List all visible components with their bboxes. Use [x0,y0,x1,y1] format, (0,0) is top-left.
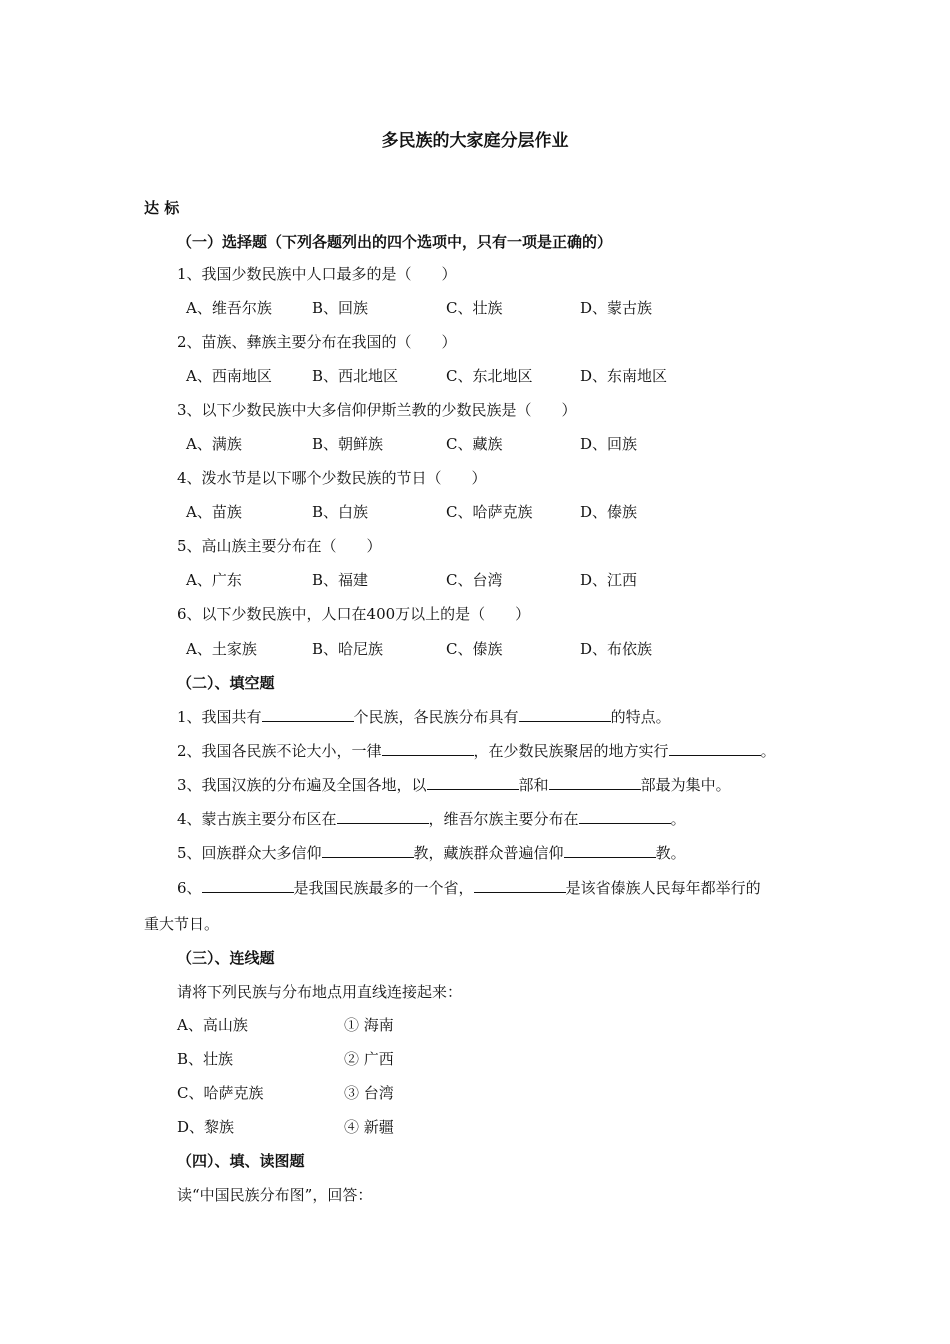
fill-item-5 [177,843,686,863]
match-left-c[interactable]: C、哈萨克族 [177,1084,264,1102]
q2-option-b: B、西北地区 [312,367,399,385]
question-4: 4、泼水节是以下哪个少数民族的节日（ ） [177,469,487,487]
match-right-2[interactable]: ② 广西 [344,1050,394,1068]
q6-option-c: C、傣族 [446,640,503,658]
question-5: 5、高山族主要分布在（ ） [177,537,382,555]
page-title: 多民族的大家庭分层作业 [381,131,569,151]
answer-blank[interactable] [382,741,474,756]
answer-blank[interactable] [322,843,414,858]
q4-option-b: B、白族 [312,503,369,521]
q5-option-a: A、广东 [186,571,242,589]
fill-item-text: 是该省傣族人民每年都举行的 [565,879,761,897]
part1-heading: （一）选择题（下列各题列出的四个选项中，只有一项是正确的） [177,233,613,251]
level-label: 达 标 [144,199,180,217]
question-1: 1、我国少数民族中人口最多的是（ ） [177,265,457,283]
fill-item-text: 2、我国各民族不论大小，一律 [177,742,382,760]
q5-option-b: B、福建 [312,571,369,589]
fill-item-text: 4、蒙古族主要分布区在 [177,810,337,828]
q1-option-d: D、蒙古族 [580,299,653,317]
answer-blank[interactable] [474,878,566,893]
q6-option-b: B、哈尼族 [312,640,384,658]
part3-instruction: 请将下列民族与分布地点用直线连接起来： [177,983,463,1001]
q1-option-c: C、壮族 [446,299,503,317]
fill-item-text: 个民族，各民族分布具有 [353,708,519,726]
q5-option-c: C、台湾 [446,571,503,589]
fill-item-text: 6、 [177,879,202,897]
fill-item-text: 3、我国汉族的分布遍及全国各地，以 [177,776,427,794]
match-right-3[interactable]: ③ 台湾 [344,1084,394,1102]
match-right-1[interactable]: ① 海南 [344,1016,394,1034]
fill-item-1 [177,707,671,727]
match-right-4[interactable]: ④ 新疆 [344,1118,394,1136]
fill-item-2 [177,741,776,761]
part2-heading: （二）、填空题 [177,674,275,692]
q6-option-d: D、布依族 [580,640,653,658]
q4-option-d: D、傣族 [580,503,638,521]
question-3: 3、以下少数民族中大多信仰伊斯兰教的少数民族是（ ） [177,401,577,419]
q2-option-c: C、东北地区 [446,367,533,385]
fill-item-text: 部最为集中。 [640,776,731,794]
match-left-d[interactable]: D、黎族 [177,1118,235,1136]
answer-blank[interactable] [579,809,671,824]
fill-item-text: 部和 [518,776,549,794]
part4-instruction: 读“中国民族分布图”，回答： [177,1186,373,1204]
answer-blank[interactable] [669,741,761,756]
q4-option-c: C、哈萨克族 [446,503,533,521]
match-left-b[interactable]: B、壮族 [177,1050,234,1068]
fill-item-text: ，在少数民族聚居的地方实行 [473,742,669,760]
q4-option-a: A、苗族 [186,503,242,521]
answer-blank[interactable] [519,707,611,722]
question-2: 2、苗族、彝族主要分布在我国的（ ） [177,333,457,351]
fill-item-text: 是我国民族最多的一个省， [293,879,474,897]
fill-item-text: 。 [670,810,686,828]
fill-item-6-continuation: 重大节日。 [144,915,220,933]
question-6: 6、以下少数民族中，人口在400万以上的是（ ） [177,605,531,623]
fill-item-4 [177,809,686,829]
answer-blank[interactable] [427,775,519,790]
fill-item-6 [177,878,761,898]
match-left-a[interactable]: A、高山族 [177,1016,248,1034]
q6-option-a: A、土家族 [186,640,257,658]
q2-option-d: D、东南地区 [580,367,668,385]
q3-option-c: C、藏族 [446,435,503,453]
fill-item-text: 教，藏族群众普遍信仰 [413,844,564,862]
q3-option-a: A、满族 [186,435,242,453]
fill-item-text: 。 [760,742,776,760]
q1-option-b: B、回族 [312,299,369,317]
part3-heading: （三）、连线题 [177,949,275,967]
answer-blank[interactable] [262,707,354,722]
answer-blank[interactable] [202,878,294,893]
answer-blank[interactable] [549,775,641,790]
answer-blank[interactable] [564,843,656,858]
fill-item-text: ，维吾尔族主要分布在 [428,810,579,828]
q3-option-b: B、朝鲜族 [312,435,384,453]
fill-item-text: 1、我国共有 [177,708,262,726]
q1-option-a: A、维吾尔族 [186,299,272,317]
q5-option-d: D、江西 [580,571,638,589]
answer-blank[interactable] [337,809,429,824]
q3-option-d: D、回族 [580,435,638,453]
fill-item-3 [177,775,731,795]
fill-item-text: 教。 [655,844,686,862]
fill-item-text: 5、回族群众大多信仰 [177,844,322,862]
q2-option-a: A、西南地区 [186,367,272,385]
fill-item-text: 的特点。 [610,708,671,726]
part4-heading: （四）、填、读图题 [177,1152,305,1170]
